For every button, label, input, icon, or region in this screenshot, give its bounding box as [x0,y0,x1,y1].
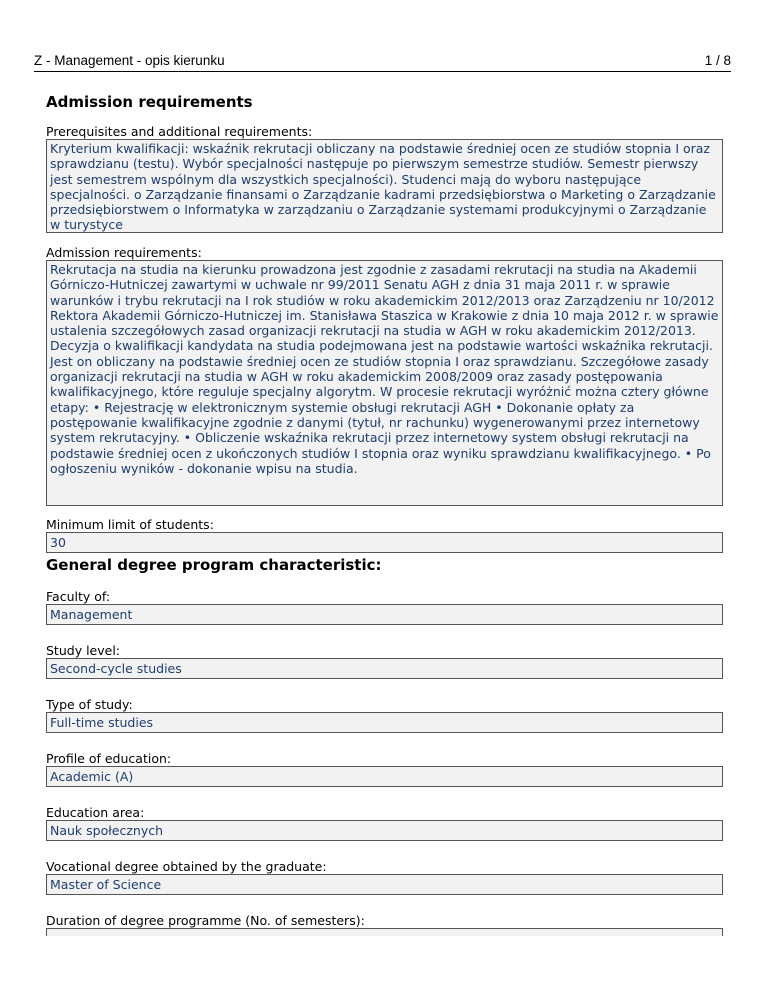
duration-label: Duration of degree programme (No. of semesters): [46,913,365,928]
study-type-value: Full-time studies [46,712,723,733]
profile-value: Academic (A) [46,766,723,787]
degree-value: Master of Science [46,874,723,895]
admission-heading: Admission requirements [46,93,253,111]
general-heading: General degree program characteristic: [46,556,382,574]
page-header [34,53,731,72]
study-type-label: Type of study: [46,697,133,712]
min-students-label: Minimum limit of students: [46,517,214,532]
admission-requirements-value: Rekrutacja na studia na kierunku prowadzona jest zgodnie z zasadami rekrutacji na studia na Akademii Górniczo-Hutniczej zawartymi w uchwale nr 99/2011 Senatu AGH z dnia 31 maja 2011 r. w sprawie warunków i trybu rekrutacji na I rok studiów w roku akademickim 2012/2013 oraz Zarządzeniu nr 10/2012 Rektora Akademii Górniczo-Hutniczej im. Stanisława Staszica w Krakowie z dnia 10 maja 2012 r. w sprawie ustalenia szczegółowych zasad organizacji rekrutacji na studia w AGH w roku akademickim 2012/2013. Decyzja o kwalifikacji kandydata na studia podejmowana jest na podstawie wartości wskaźnika rekrutacji. Jest on obliczany na podstawie średniej ocen ze studiów stopnia I oraz sprawdzianu. Szczegółowe zasady organizacji rekrutacji na studia w AGH w roku akademickim 2008/2009 oraz zasady postępowania kwalifikacyjnego, które reguluje specjalny algorytm. W procesie rekrutacji wyróżnić można cztery główne etapy: • Rejestrację w elektronicznym systemie obsługi rekrutacji AGH • Dokonanie opłaty za postępowanie kwalifikacyjne zgodnie z danymi (tytuł, nr rachunku) wygenerowanymi przez internetowy system rekrutacyjny. • Obliczenie wskaźnika rekrutacji przez internetowy system obsługi rekrutacji na podstawie średniej ocen z ukończonych studiów I stopnia oraz wyniku sprawdzianu kwalifikacyjnego. • Po ogłoszeniu wyników - dokonanie wpisu na studia. [46,260,723,506]
page-number: 1 / 8 [704,53,731,68]
degree-label: Vocational degree obtained by the graduate: [46,859,327,874]
duration-value [46,928,723,936]
admission-requirements-label: Admission requirements: [46,245,202,260]
study-level-label: Study level: [46,643,120,658]
profile-label: Profile of education: [46,751,172,766]
faculty-label: Faculty of: [46,589,111,604]
document-content [46,92,723,936]
min-students-value: 30 [46,532,723,553]
prerequisites-label: Prerequisites and additional requirements: [46,124,313,139]
education-area-label: Education area: [46,805,145,820]
prerequisites-value: Kryterium kwalifikacji: wskaźnik rekrutacji obliczany na podstawie średniej ocen ze studiów stopnia I oraz sprawdzianu (testu). Wybór specjalności następuje po pierwszym semestrze studiów. Semestr pierwszy jest semestrem wspólnym dla wszystkich specjalności). Studenci mają do wyboru następujące specjalności. o Zarządzanie finansami o Zarządzanie kadrami przedsiębiorstwa o Marketing o Zarządzanie przedsiębiorstwem o Informatyka w zarządzaniu o Zarządzanie systemami produkcyjnymi o Zarządzanie w turystyce [46,139,723,233]
study-level-value: Second-cycle studies [46,658,723,679]
document-title: Z - Management - opis kierunku [34,53,225,68]
education-area-value: Nauk społecznych [46,820,723,841]
faculty-value: Management [46,604,723,625]
